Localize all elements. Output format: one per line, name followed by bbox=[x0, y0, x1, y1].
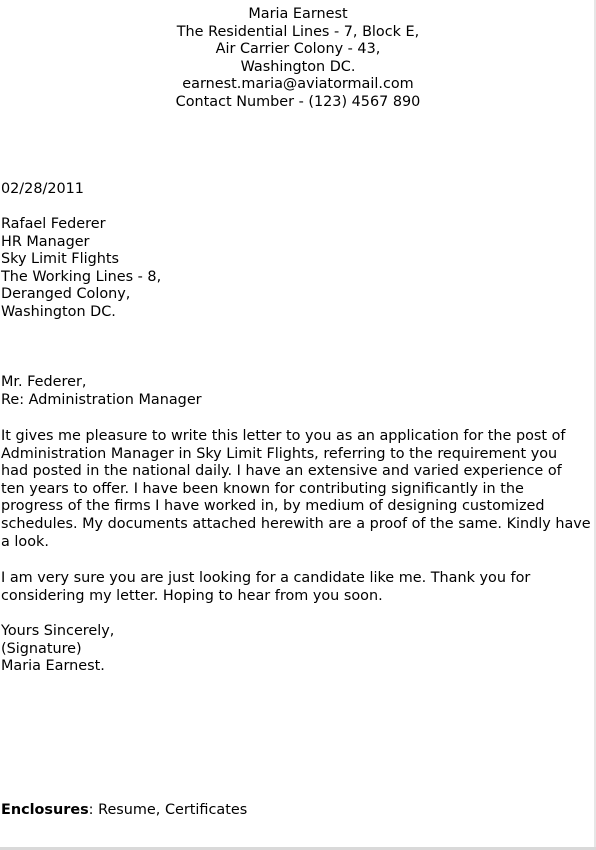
body-line: schedules. My documents attached herewith are a proof of the same. Kindly have bbox=[1, 515, 591, 532]
date-text: 02/28/2011 bbox=[1, 181, 84, 197]
sender-contact-number: Contact Number - (123) 4567 890 bbox=[175, 93, 421, 110]
sender-address-block bbox=[0, 6, 596, 112]
body-line: I am very sure you are just looking for a candidate like me. Thank you for bbox=[1, 570, 531, 586]
recipient-company: Sky Limit Flights bbox=[1, 251, 119, 268]
enclosures-value: : Resume, Certificates bbox=[88, 802, 248, 818]
signature-placeholder: (Signature) bbox=[1, 640, 82, 657]
body-line: had posted in the national daily. I have an extensive and varied experience of bbox=[1, 463, 562, 480]
salutation: Mr. Federer, bbox=[1, 374, 87, 390]
body-paragraph-2 bbox=[1, 570, 595, 605]
body-line: It gives me pleasure to write this letter to you as an application for the post of bbox=[1, 428, 566, 444]
body-paragraph-1 bbox=[1, 428, 595, 551]
recipient-address-block bbox=[1, 216, 161, 322]
sender-address-line-2: Air Carrier Colony - 43, bbox=[215, 41, 381, 58]
body-line: progress of the firms I have worked in, by medium of designing customized bbox=[1, 498, 545, 515]
valediction: Yours Sincerely, bbox=[1, 623, 115, 639]
subject-line: Re: Administration Manager bbox=[1, 391, 202, 408]
letter-date bbox=[1, 181, 84, 199]
body-line: considering my letter. Hoping to hear from you soon. bbox=[1, 587, 383, 604]
recipient-address-line-1: The Working Lines - 8, bbox=[1, 268, 162, 285]
salutation-block bbox=[1, 374, 202, 409]
enclosures-line bbox=[1, 802, 247, 820]
closing-block bbox=[1, 623, 114, 676]
sender-address-line-1: The Residential Lines - 7, Block E, bbox=[176, 23, 420, 40]
enclosures-label: Enclosures bbox=[1, 802, 89, 818]
sender-email: earnest.maria@aviatormail.com bbox=[182, 76, 414, 93]
sender-name: Maria Earnest bbox=[248, 6, 348, 22]
sender-address-line-3: Washington DC. bbox=[240, 58, 356, 75]
recipient-address-line-2: Deranged Colony, bbox=[1, 286, 131, 303]
recipient-address-line-3: Washington DC. bbox=[1, 303, 116, 320]
body-line: ten years to offer. I have been known for contributing significantly in the bbox=[1, 480, 524, 497]
closing-name: Maria Earnest. bbox=[1, 658, 105, 675]
body-line: Administration Manager in Sky Limit Flights, referring to the requirement you bbox=[1, 445, 558, 462]
recipient-title: HR Manager bbox=[1, 233, 90, 250]
body-line: a look. bbox=[1, 533, 49, 550]
recipient-name: Rafael Federer bbox=[1, 216, 106, 232]
